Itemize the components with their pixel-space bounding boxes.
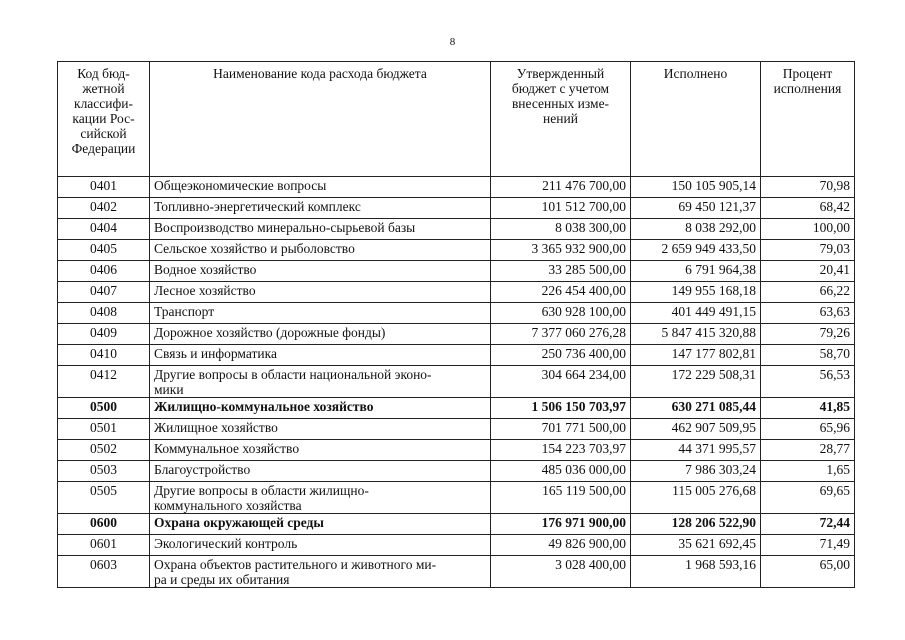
cell-name-text: Водное хозяйство (154, 262, 257, 277)
cell-code: 0603 (58, 556, 150, 588)
cell-approved: 165 119 500,00 (491, 482, 631, 514)
cell-approved: 7 377 060 276,28 (491, 324, 631, 345)
cell-name-text: Экологический контроль (154, 536, 298, 551)
cell-name-text: Охрана окружающей среды (154, 515, 324, 530)
cell-executed: 462 907 509,95 (631, 419, 761, 440)
cell-name-text: Сельское хозяйство и рыболовство (154, 241, 355, 256)
cell-percent: 66,22 (761, 282, 855, 303)
table-header-row (58, 62, 855, 177)
cell-name-text: Охрана объектов растительного и животного ми- (154, 557, 437, 572)
cell-approved: 3 365 932 900,00 (491, 240, 631, 261)
cell-executed: 150 105 905,14 (631, 177, 761, 198)
cell-percent: 68,42 (761, 198, 855, 219)
cell-name-text: Топливно-энергетический комплекс (154, 199, 361, 214)
cell-approved: 701 771 500,00 (491, 419, 631, 440)
cell-name (150, 345, 491, 366)
cell-code: 0404 (58, 219, 150, 240)
header-name: Наименование кода расхода бюджета (150, 62, 491, 177)
cell-executed: 6 791 964,38 (631, 261, 761, 282)
cell-name (150, 282, 491, 303)
cell-executed: 5 847 415 320,88 (631, 324, 761, 345)
cell-name (150, 303, 491, 324)
cell-approved: 33 285 500,00 (491, 261, 631, 282)
table-row (58, 240, 855, 261)
header-executed: Исполнено (631, 62, 761, 177)
cell-name (150, 398, 491, 419)
table-row (58, 282, 855, 303)
cell-executed: 7 986 303,24 (631, 461, 761, 482)
table-row (58, 398, 855, 419)
cell-name-text: Воспроизводство минерально-сырьевой базы (154, 220, 416, 235)
cell-approved: 101 512 700,00 (491, 198, 631, 219)
cell-name (150, 261, 491, 282)
cell-code: 0410 (58, 345, 150, 366)
cell-percent: 65,96 (761, 419, 855, 440)
cell-code: 0500 (58, 398, 150, 419)
cell-approved: 49 826 900,00 (491, 535, 631, 556)
cell-percent: 70,98 (761, 177, 855, 198)
cell-code: 0408 (58, 303, 150, 324)
table-row (58, 419, 855, 440)
cell-approved: 250 736 400,00 (491, 345, 631, 366)
table-row (58, 461, 855, 482)
header-code: Код бюд-жетной классифи-кации Рос-сийской Федерации (58, 62, 150, 177)
table-row (58, 198, 855, 219)
cell-executed: 128 206 522,90 (631, 514, 761, 535)
cell-approved: 3 028 400,00 (491, 556, 631, 588)
budget-table (57, 61, 855, 588)
cell-code: 0501 (58, 419, 150, 440)
cell-executed: 115 005 276,68 (631, 482, 761, 514)
cell-name-text: Коммунальное хозяйство (154, 441, 300, 456)
cell-code: 0412 (58, 366, 150, 398)
cell-name (150, 419, 491, 440)
cell-name (150, 535, 491, 556)
cell-code: 0407 (58, 282, 150, 303)
cell-approved: 8 038 300,00 (491, 219, 631, 240)
table-row (58, 261, 855, 282)
cell-executed: 147 177 802,81 (631, 345, 761, 366)
cell-percent: 79,26 (761, 324, 855, 345)
cell-percent: 58,70 (761, 345, 855, 366)
page-number: 8 (449, 36, 456, 48)
cell-executed: 8 038 292,00 (631, 219, 761, 240)
cell-percent: 72,44 (761, 514, 855, 535)
cell-name (150, 461, 491, 482)
cell-code: 0503 (58, 461, 150, 482)
cell-approved: 226 454 400,00 (491, 282, 631, 303)
cell-percent: 28,77 (761, 440, 855, 461)
cell-name-text: Лесное хозяйство (154, 283, 256, 298)
table-row (58, 219, 855, 240)
cell-approved: 1 506 150 703,97 (491, 398, 631, 419)
cell-name (150, 440, 491, 461)
table-body (58, 177, 855, 588)
cell-name (150, 556, 491, 588)
cell-name (150, 514, 491, 535)
cell-approved: 630 928 100,00 (491, 303, 631, 324)
cell-name (150, 198, 491, 219)
cell-name (150, 366, 491, 398)
cell-approved: 154 223 703,97 (491, 440, 631, 461)
cell-code: 0406 (58, 261, 150, 282)
table-row (58, 345, 855, 366)
cell-executed: 630 271 085,44 (631, 398, 761, 419)
cell-name-text: Транспорт (154, 304, 215, 319)
cell-name (150, 177, 491, 198)
cell-approved: 304 664 234,00 (491, 366, 631, 398)
cell-name (150, 240, 491, 261)
cell-code: 0600 (58, 514, 150, 535)
cell-percent: 56,53 (761, 366, 855, 398)
cell-name-text: Жилищно-коммунальное хозяйство (154, 399, 374, 414)
cell-name-text: Связь и информатика (154, 346, 277, 361)
cell-approved: 211 476 700,00 (491, 177, 631, 198)
cell-code: 0502 (58, 440, 150, 461)
cell-percent: 1,65 (761, 461, 855, 482)
cell-name-text: Другие вопросы в области жилищно- (154, 483, 369, 498)
table-row (58, 535, 855, 556)
cell-percent: 41,85 (761, 398, 855, 419)
cell-percent: 69,65 (761, 482, 855, 514)
cell-executed: 44 371 995,57 (631, 440, 761, 461)
table-row (58, 303, 855, 324)
cell-code: 0601 (58, 535, 150, 556)
cell-percent: 63,63 (761, 303, 855, 324)
cell-executed: 401 449 491,15 (631, 303, 761, 324)
cell-name-text: Жилищное хозяйство (154, 420, 278, 435)
cell-executed: 69 450 121,37 (631, 198, 761, 219)
table-row (58, 482, 855, 514)
cell-name-continuation: коммунального хозяйства (154, 498, 302, 513)
cell-percent: 100,00 (761, 219, 855, 240)
cell-name (150, 482, 491, 514)
table-row (58, 177, 855, 198)
cell-code: 0409 (58, 324, 150, 345)
cell-code: 0402 (58, 198, 150, 219)
cell-code: 0505 (58, 482, 150, 514)
cell-name (150, 219, 491, 240)
cell-name-text: Благоустройство (154, 462, 251, 477)
cell-executed: 2 659 949 433,50 (631, 240, 761, 261)
cell-name-text: Другие вопросы в области национальной эконо- (154, 367, 432, 382)
header-percent: Процент исполнения (761, 62, 855, 177)
cell-percent: 20,41 (761, 261, 855, 282)
table-row (58, 556, 855, 588)
header-approved: Утвержденный бюджет с учетом внесенных изме-нений (491, 62, 631, 177)
cell-executed: 35 621 692,45 (631, 535, 761, 556)
table-row (58, 440, 855, 461)
cell-percent: 71,49 (761, 535, 855, 556)
cell-percent: 79,03 (761, 240, 855, 261)
table-row (58, 366, 855, 398)
cell-executed: 172 229 508,31 (631, 366, 761, 398)
cell-percent: 65,00 (761, 556, 855, 588)
cell-approved: 485 036 000,00 (491, 461, 631, 482)
cell-name-text: Общеэкономические вопросы (154, 178, 327, 193)
cell-name-continuation: мики (154, 382, 184, 397)
cell-executed: 149 955 168,18 (631, 282, 761, 303)
cell-approved: 176 971 900,00 (491, 514, 631, 535)
cell-code: 0405 (58, 240, 150, 261)
table-row (58, 324, 855, 345)
cell-name-continuation: ра и среды их обитания (154, 572, 290, 587)
cell-name-text: Дорожное хозяйство (дорожные фонды) (154, 325, 386, 340)
cell-executed: 1 968 593,16 (631, 556, 761, 588)
cell-code: 0401 (58, 177, 150, 198)
cell-name (150, 324, 491, 345)
table-row (58, 514, 855, 535)
